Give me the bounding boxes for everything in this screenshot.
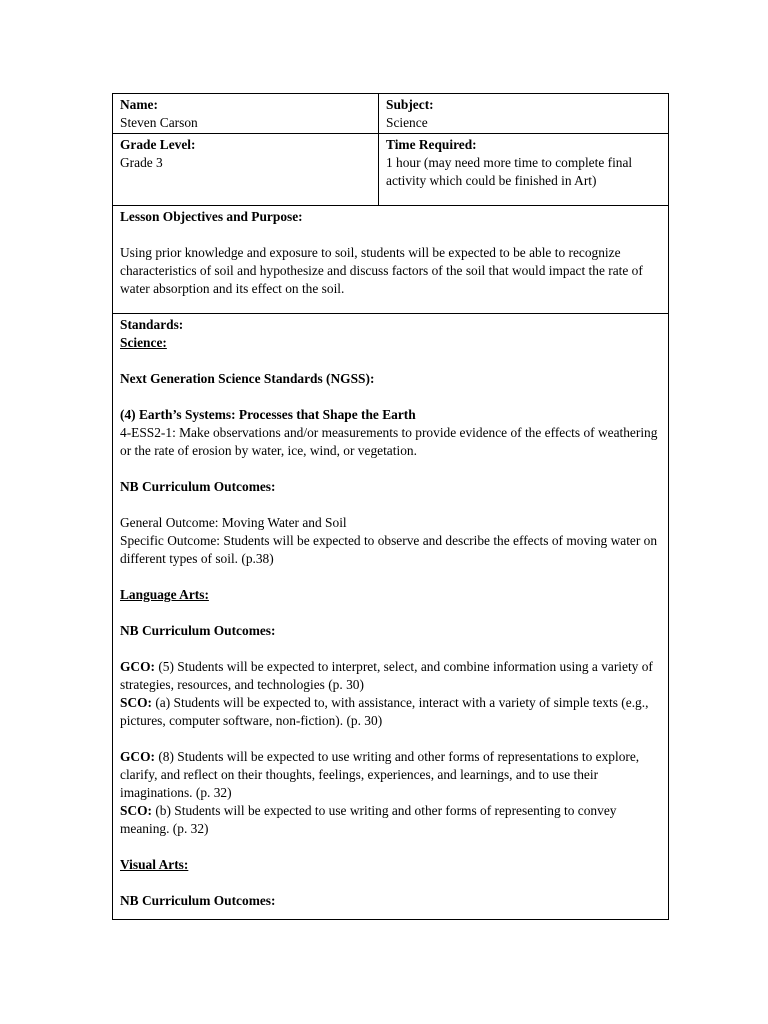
sco-b-text: (b) Students will be expected to use writing and other forms of representing to convey meaning. (p. 32) <box>120 803 617 836</box>
objectives-cell <box>113 206 668 313</box>
time-value: 1 hour (may need more time to complete final activity which could be finished in Art) <box>386 155 633 188</box>
general-outcome: General Outcome: Moving Water and Soil <box>120 515 347 530</box>
standards-cell <box>113 314 668 919</box>
gco-label: GCO: <box>120 749 155 764</box>
subject-cell <box>379 94 668 133</box>
name-subject-row <box>113 94 668 134</box>
gco-8-paragraph <box>120 748 661 802</box>
subject-label: Subject: <box>386 97 434 112</box>
objectives-heading: Lesson Objectives and Purpose: <box>120 209 303 224</box>
objectives-row <box>113 206 668 314</box>
visual-arts-heading: Visual Arts: <box>120 857 189 872</box>
visual-arts-nb-heading: NB Curriculum Outcomes: <box>120 893 276 908</box>
gco-8-text: (8) Students will be expected to use writing and other forms of representations to explore, clarify, and reflect on their thoughts, feelings, experiences, and learnings, and to use their imaginations. (p. 32) <box>120 749 640 800</box>
name-label: Name: <box>120 97 158 112</box>
time-label: Time Required: <box>386 137 477 152</box>
language-arts-heading: Language Arts: <box>120 587 209 602</box>
sco-label: SCO: <box>120 803 152 818</box>
subject-value: Science <box>386 115 428 130</box>
grade-cell <box>113 134 379 205</box>
science-nb-heading: NB Curriculum Outcomes: <box>120 479 276 494</box>
objectives-text: Using prior knowledge and exposure to soil, students will be expected to be able to recognize characteristics of soil and hypothesize and discuss factors of the soil that would impact the rate of water absorption and its effect on the soil. <box>120 245 643 296</box>
gco-5-text: (5) Students will be expected to interpret, select, and combine information using a variety of strategies, resources, and technologies (p. 30) <box>120 659 653 692</box>
sco-b-paragraph <box>120 802 661 838</box>
standards-heading: Standards: <box>120 317 184 332</box>
sco-a-paragraph <box>120 694 661 730</box>
science-heading: Science: <box>120 335 167 350</box>
grade-time-row <box>113 134 668 206</box>
sco-label: SCO: <box>120 695 152 710</box>
specific-outcome: Specific Outcome: Students will be expected to observe and describe the effects of moving water on different types of soil. (p.38) <box>120 533 658 566</box>
time-cell <box>379 134 668 205</box>
earth-systems-text: 4-ESS2-1: Make observations and/or measurements to provide evidence of the effects of weathering or the rate of erosion by water, ice, wind, or vegetation. <box>120 425 658 458</box>
gco-5-paragraph <box>120 658 661 694</box>
ngss-heading: Next Generation Science Standards (NGSS): <box>120 371 375 386</box>
lesson-plan-table <box>112 93 669 920</box>
grade-value: Grade 3 <box>120 155 163 170</box>
grade-label: Grade Level: <box>120 137 196 152</box>
name-cell <box>113 94 379 133</box>
standards-row <box>113 314 668 919</box>
name-value: Steven Carson <box>120 115 198 130</box>
gco-label: GCO: <box>120 659 155 674</box>
earth-systems-heading: (4) Earth’s Systems: Processes that Shape the Earth <box>120 407 416 422</box>
sco-a-text: (a) Students will be expected to, with assistance, interact with a variety of simple texts (e.g., pictures, computer software, non-fiction). (p. 30) <box>120 695 649 728</box>
language-arts-nb-heading: NB Curriculum Outcomes: <box>120 623 276 638</box>
